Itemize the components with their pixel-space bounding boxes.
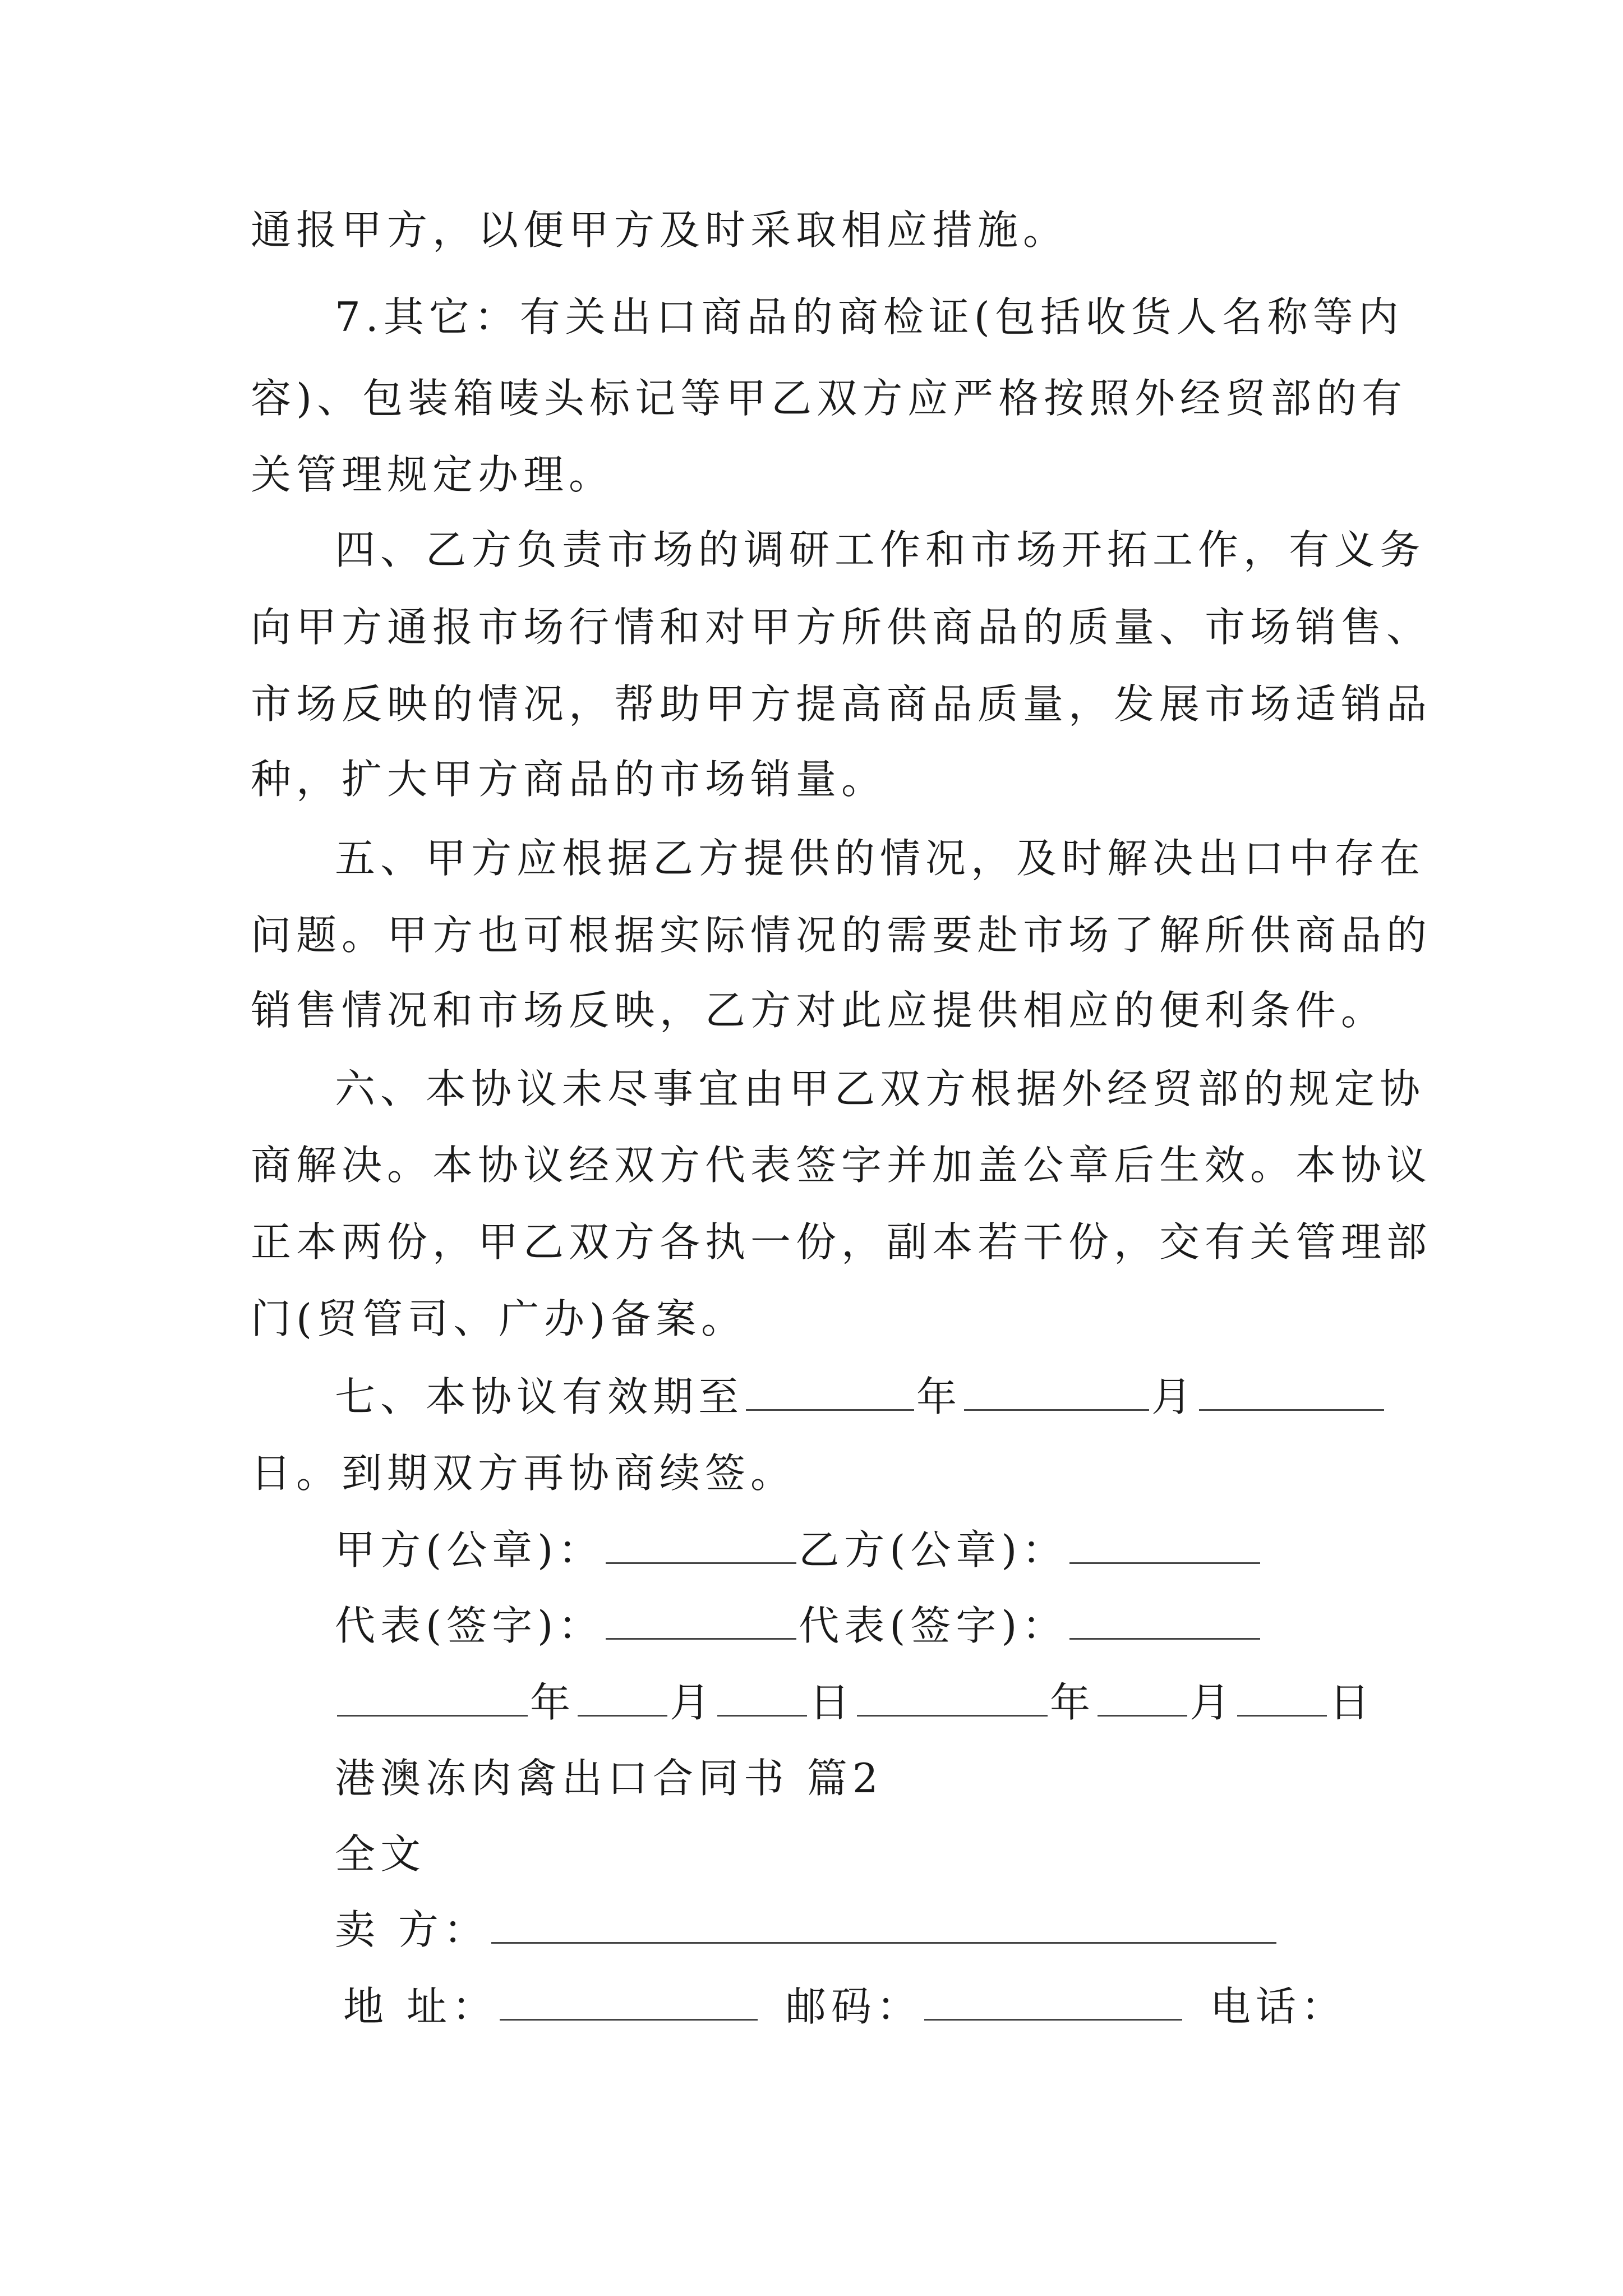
text-line: 门(贸管司、广办)备案。 [251,1295,747,1342]
party-a-seal-label: 甲方(公章)： [335,1526,604,1573]
seller-blank[interactable] [491,1903,1276,1944]
date-a-year-label: 年 [530,1679,576,1726]
contact-line [343,1978,1347,2035]
text-line: 正本两份，甲乙双方各执一份，副本若干份，交有关管理部 [251,1218,1432,1266]
seller-label: 卖 方： [335,1906,489,1953]
month-blank[interactable] [964,1370,1149,1411]
party-a-rep-blank[interactable] [606,1599,796,1640]
text-line: 种，扩大甲方商品的市场销量。 [251,756,887,803]
text-line: 通报甲方，以便甲方及时采取相应措施。 [251,206,1069,254]
date-line [335,1674,1375,1731]
year-label: 年 [916,1373,962,1420]
text-line: 销售情况和市场反映，乙方对此应提供相应的便利条件。 [251,987,1387,1034]
date-a-month-label: 月 [670,1679,716,1726]
text-line: 四、乙方负责市场的调研工作和市场开拓工作，有义务 [335,526,1426,573]
address-blank[interactable] [500,1980,758,2021]
date-a-day-label: 日 [809,1679,855,1726]
party-a-rep-label: 代表(签字)： [335,1602,604,1649]
date-b-year-blank[interactable] [857,1676,1048,1717]
party-a-seal-blank[interactable] [606,1523,796,1564]
text-line: 7.其它：有关出口商品的商检证(包括收货人名称等内 [335,293,1404,341]
text-line: 容)、包装箱唛头标记等甲乙双方应严格按照外经贸部的有 [251,375,1408,422]
date-a-day-blank[interactable] [717,1676,807,1717]
text-line: 日。到期双方再协商续签。 [251,1450,796,1497]
phone-label: 电话： [1210,1983,1347,2030]
postcode-blank[interactable] [924,1980,1182,2021]
party-b-seal-blank[interactable] [1069,1523,1260,1564]
date-b-month-label: 月 [1189,1679,1235,1726]
text-line: 商解决。本协议经双方代表签字并加盖公章后生效。本协议 [251,1142,1432,1189]
section-2-title: 港澳冻肉禽出口合同书 篇2 [335,1755,883,1802]
address-label: 地 址： [343,1983,497,2030]
text-line: 问题。甲方也可根据实际情况的需要赴市场了解所供商品的 [251,912,1432,959]
text-line: 六、本协议未尽事宜由甲乙双方根据外经贸部的规定协 [335,1065,1426,1112]
date-b-year-label: 年 [1050,1679,1096,1726]
seal-line [335,1522,1262,1578]
date-b-day-blank[interactable] [1237,1676,1327,1717]
postcode-label: 邮码： [785,1983,922,2030]
date-b-day-label: 日 [1329,1679,1375,1726]
text-line: 向甲方通报市场行情和对甲方所供商品的质量、市场销售、 [251,604,1432,651]
representative-line [335,1598,1262,1654]
section-2-subtitle: 全文 [335,1830,426,1878]
validity-prefix: 七、本协议有效期至 [335,1373,744,1420]
day-blank[interactable] [1199,1370,1384,1411]
month-label: 月 [1151,1373,1197,1420]
text-line: 关管理规定办理。 [251,451,615,498]
date-b-month-blank[interactable] [1098,1676,1187,1717]
party-b-rep-blank[interactable] [1069,1599,1260,1640]
text-line: 五、甲方应根据乙方提供的情况，及时解决出口中存在 [335,835,1426,882]
text-line: 市场反映的情况，帮助甲方提高商品质量，发展市场适销品 [251,680,1432,728]
date-a-year-blank[interactable] [337,1676,528,1717]
date-a-month-blank[interactable] [578,1676,667,1717]
party-b-rep-label: 代表(签字)： [799,1602,1068,1649]
party-b-seal-label: 乙方(公章)： [799,1526,1068,1573]
validity-line [335,1369,1386,1425]
seller-line [335,1902,1279,1958]
year-blank[interactable] [746,1370,914,1411]
